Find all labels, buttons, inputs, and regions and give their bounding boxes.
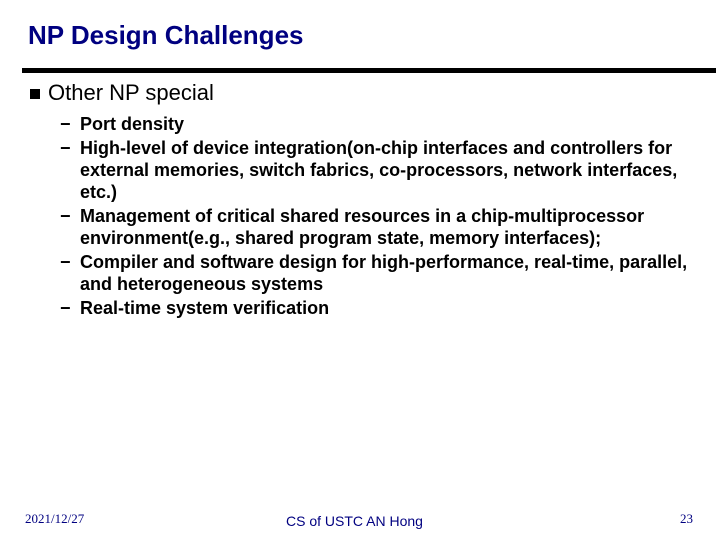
dash-bullet-icon: − [60, 298, 71, 318]
footer-date: 2021/12/27 [25, 511, 85, 526]
page-number: 23 [680, 511, 693, 526]
dash-bullet-icon: − [60, 138, 71, 158]
sub-bullet-text: Compiler and software design for high-performance, real-time, parallel, and heterogeneous systems [80, 252, 688, 294]
main-bullet [30, 80, 214, 106]
sub-bullet-text: Real-time system verification [80, 298, 330, 318]
main-bullet-text: Other NP special [48, 80, 214, 105]
sub-bullet-text: Port density [80, 114, 185, 134]
sub-bullet-item [60, 205, 710, 249]
sub-bullet-item [60, 251, 710, 295]
footer-author: CS of USTC AN Hong [286, 513, 423, 529]
sub-bullet-text: High-level of device integration(on-chip interfaces and controllers for external memories, switch fabrics, co-processors, network interfaces, etc.) [80, 138, 678, 202]
title-divider [22, 68, 716, 73]
sub-bullet-item [60, 297, 710, 319]
sub-bullet-list [60, 113, 710, 321]
slide-title: NP Design Challenges [28, 20, 304, 50]
dash-bullet-icon: − [60, 114, 71, 134]
dash-bullet-icon: − [60, 252, 71, 272]
sub-bullet-text: Management of critical shared resources in a chip-multiprocessor environment(e.g., shared program state, memory interfaces); [80, 206, 645, 248]
dash-bullet-icon: − [60, 206, 71, 226]
sub-bullet-item [60, 137, 710, 203]
square-bullet-icon [30, 89, 40, 99]
sub-bullet-item [60, 113, 710, 135]
